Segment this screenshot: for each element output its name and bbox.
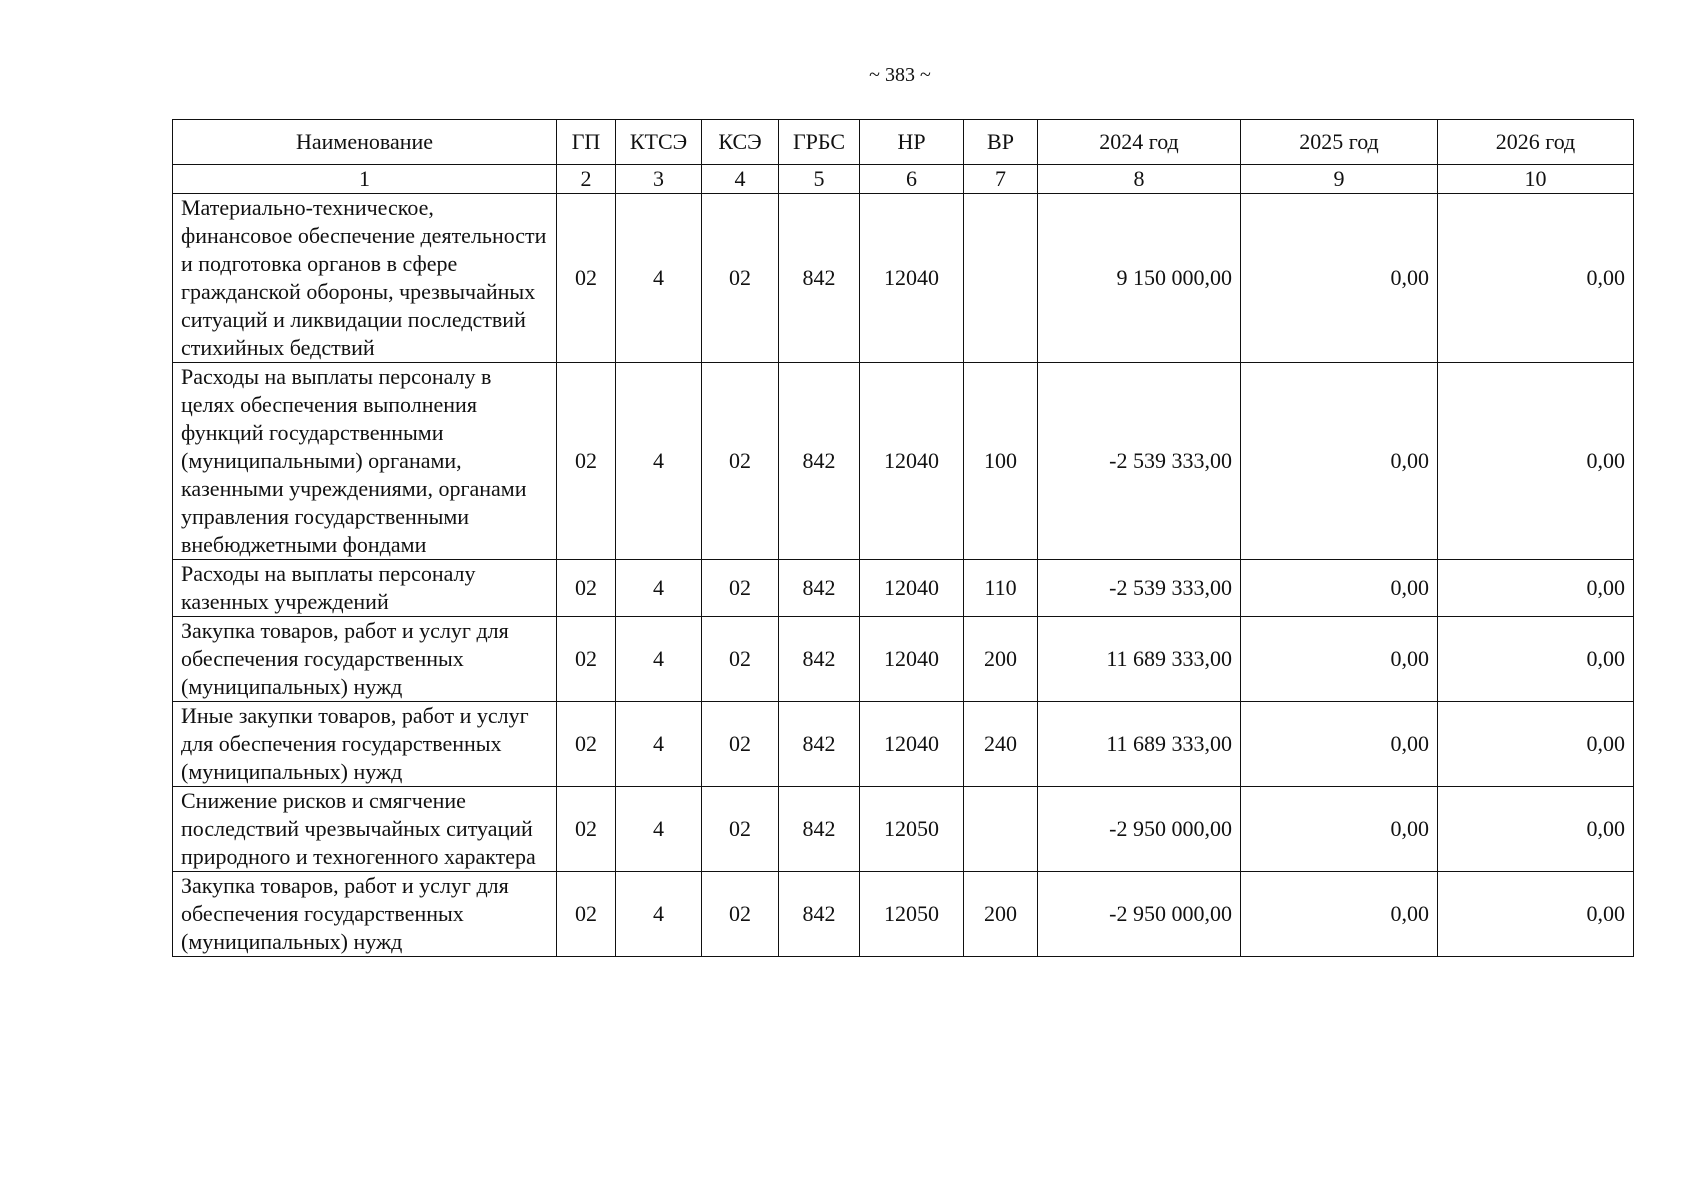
table-row	[173, 787, 1634, 872]
row-grbs: 842	[779, 787, 860, 872]
row-kse: 02	[702, 560, 779, 617]
row-name: Закупка товаров, работ и услуг для обеспечения государственных (муниципальных) нужд	[173, 872, 557, 957]
row-kse: 02	[702, 702, 779, 787]
row-vr: 240	[964, 702, 1038, 787]
header-2024: 2024 год	[1038, 120, 1241, 165]
row-amount-2026: 0,00	[1438, 787, 1634, 872]
row-ktse: 4	[616, 787, 702, 872]
column-number: 9	[1241, 165, 1438, 194]
table-row	[173, 194, 1634, 363]
row-nr: 12050	[860, 872, 964, 957]
column-number-row	[173, 165, 1634, 194]
row-vr: 110	[964, 560, 1038, 617]
row-amount-2024: 11 689 333,00	[1038, 702, 1241, 787]
header-nr: НР	[860, 120, 964, 165]
row-amount-2024: 9 150 000,00	[1038, 194, 1241, 363]
row-ktse: 4	[616, 194, 702, 363]
column-number: 10	[1438, 165, 1634, 194]
row-amount-2026: 0,00	[1438, 194, 1634, 363]
row-amount-2026: 0,00	[1438, 617, 1634, 702]
row-name: Снижение рисков и смягчение последствий чрезвычайных ситуаций природного и техногенного характера	[173, 787, 557, 872]
row-name: Закупка товаров, работ и услуг для обеспечения государственных (муниципальных) нужд	[173, 617, 557, 702]
row-nr: 12040	[860, 560, 964, 617]
column-number: 8	[1038, 165, 1241, 194]
table-row	[173, 872, 1634, 957]
column-number: 4	[702, 165, 779, 194]
table-row	[173, 702, 1634, 787]
header-vr: ВР	[964, 120, 1038, 165]
row-kse: 02	[702, 872, 779, 957]
row-ktse: 4	[616, 702, 702, 787]
row-vr: 100	[964, 363, 1038, 560]
row-amount-2026: 0,00	[1438, 560, 1634, 617]
row-nr: 12040	[860, 702, 964, 787]
column-number: 6	[860, 165, 964, 194]
row-ktse: 4	[616, 872, 702, 957]
row-amount-2026: 0,00	[1438, 872, 1634, 957]
row-amount-2025: 0,00	[1241, 363, 1438, 560]
row-nr: 12040	[860, 617, 964, 702]
row-ktse: 4	[616, 560, 702, 617]
row-amount-2024: 11 689 333,00	[1038, 617, 1241, 702]
row-vr	[964, 194, 1038, 363]
header-row	[173, 120, 1634, 165]
row-amount-2024: -2 950 000,00	[1038, 872, 1241, 957]
row-kse: 02	[702, 617, 779, 702]
row-vr: 200	[964, 617, 1038, 702]
row-amount-2025: 0,00	[1241, 560, 1438, 617]
table-row	[173, 617, 1634, 702]
row-amount-2025: 0,00	[1241, 617, 1438, 702]
header-kse: КСЭ	[702, 120, 779, 165]
row-amount-2024: -2 539 333,00	[1038, 363, 1241, 560]
header-2025: 2025 год	[1241, 120, 1438, 165]
header-2026: 2026 год	[1438, 120, 1634, 165]
row-gp: 02	[557, 363, 616, 560]
budget-table	[172, 119, 1634, 957]
row-nr: 12040	[860, 194, 964, 363]
row-grbs: 842	[779, 560, 860, 617]
table-row	[173, 560, 1634, 617]
row-name: Материально-техническое, финансовое обеспечение деятельности и подготовка органов в сфере гражданской обороны, чрезвычайных ситуаций и ликвидации последствий стихийных бедствий	[173, 194, 557, 363]
row-name: Расходы на выплаты персоналу казенных учреждений	[173, 560, 557, 617]
column-number: 3	[616, 165, 702, 194]
row-gp: 02	[557, 702, 616, 787]
row-ktse: 4	[616, 617, 702, 702]
row-kse: 02	[702, 787, 779, 872]
row-gp: 02	[557, 872, 616, 957]
row-amount-2026: 0,00	[1438, 702, 1634, 787]
table-row	[173, 363, 1634, 560]
row-name: Расходы на выплаты персоналу в целях обеспечения выполнения функций государственными (муниципальными) органами, казенными учреждениями, органами управления государственными внебюджетными фондами	[173, 363, 557, 560]
row-amount-2024: -2 950 000,00	[1038, 787, 1241, 872]
row-vr: 200	[964, 872, 1038, 957]
row-gp: 02	[557, 617, 616, 702]
row-grbs: 842	[779, 194, 860, 363]
row-amount-2025: 0,00	[1241, 787, 1438, 872]
row-gp: 02	[557, 194, 616, 363]
row-grbs: 842	[779, 617, 860, 702]
column-number: 1	[173, 165, 557, 194]
header-ktse: КТСЭ	[616, 120, 702, 165]
row-amount-2026: 0,00	[1438, 363, 1634, 560]
header-grbs: ГРБС	[779, 120, 860, 165]
row-amount-2024: -2 539 333,00	[1038, 560, 1241, 617]
row-kse: 02	[702, 194, 779, 363]
row-amount-2025: 0,00	[1241, 194, 1438, 363]
header-gp: ГП	[557, 120, 616, 165]
header-name: Наименование	[173, 120, 557, 165]
column-number: 2	[557, 165, 616, 194]
row-amount-2025: 0,00	[1241, 702, 1438, 787]
row-nr: 12040	[860, 363, 964, 560]
page-number: ~ 383 ~	[869, 64, 931, 86]
row-grbs: 842	[779, 872, 860, 957]
row-amount-2025: 0,00	[1241, 872, 1438, 957]
column-number: 5	[779, 165, 860, 194]
row-gp: 02	[557, 787, 616, 872]
row-ktse: 4	[616, 363, 702, 560]
column-number: 7	[964, 165, 1038, 194]
row-nr: 12050	[860, 787, 964, 872]
row-grbs: 842	[779, 702, 860, 787]
row-gp: 02	[557, 560, 616, 617]
row-grbs: 842	[779, 363, 860, 560]
row-kse: 02	[702, 363, 779, 560]
row-name: Иные закупки товаров, работ и услуг для обеспечения государственных (муниципальных) нужд	[173, 702, 557, 787]
row-vr	[964, 787, 1038, 872]
